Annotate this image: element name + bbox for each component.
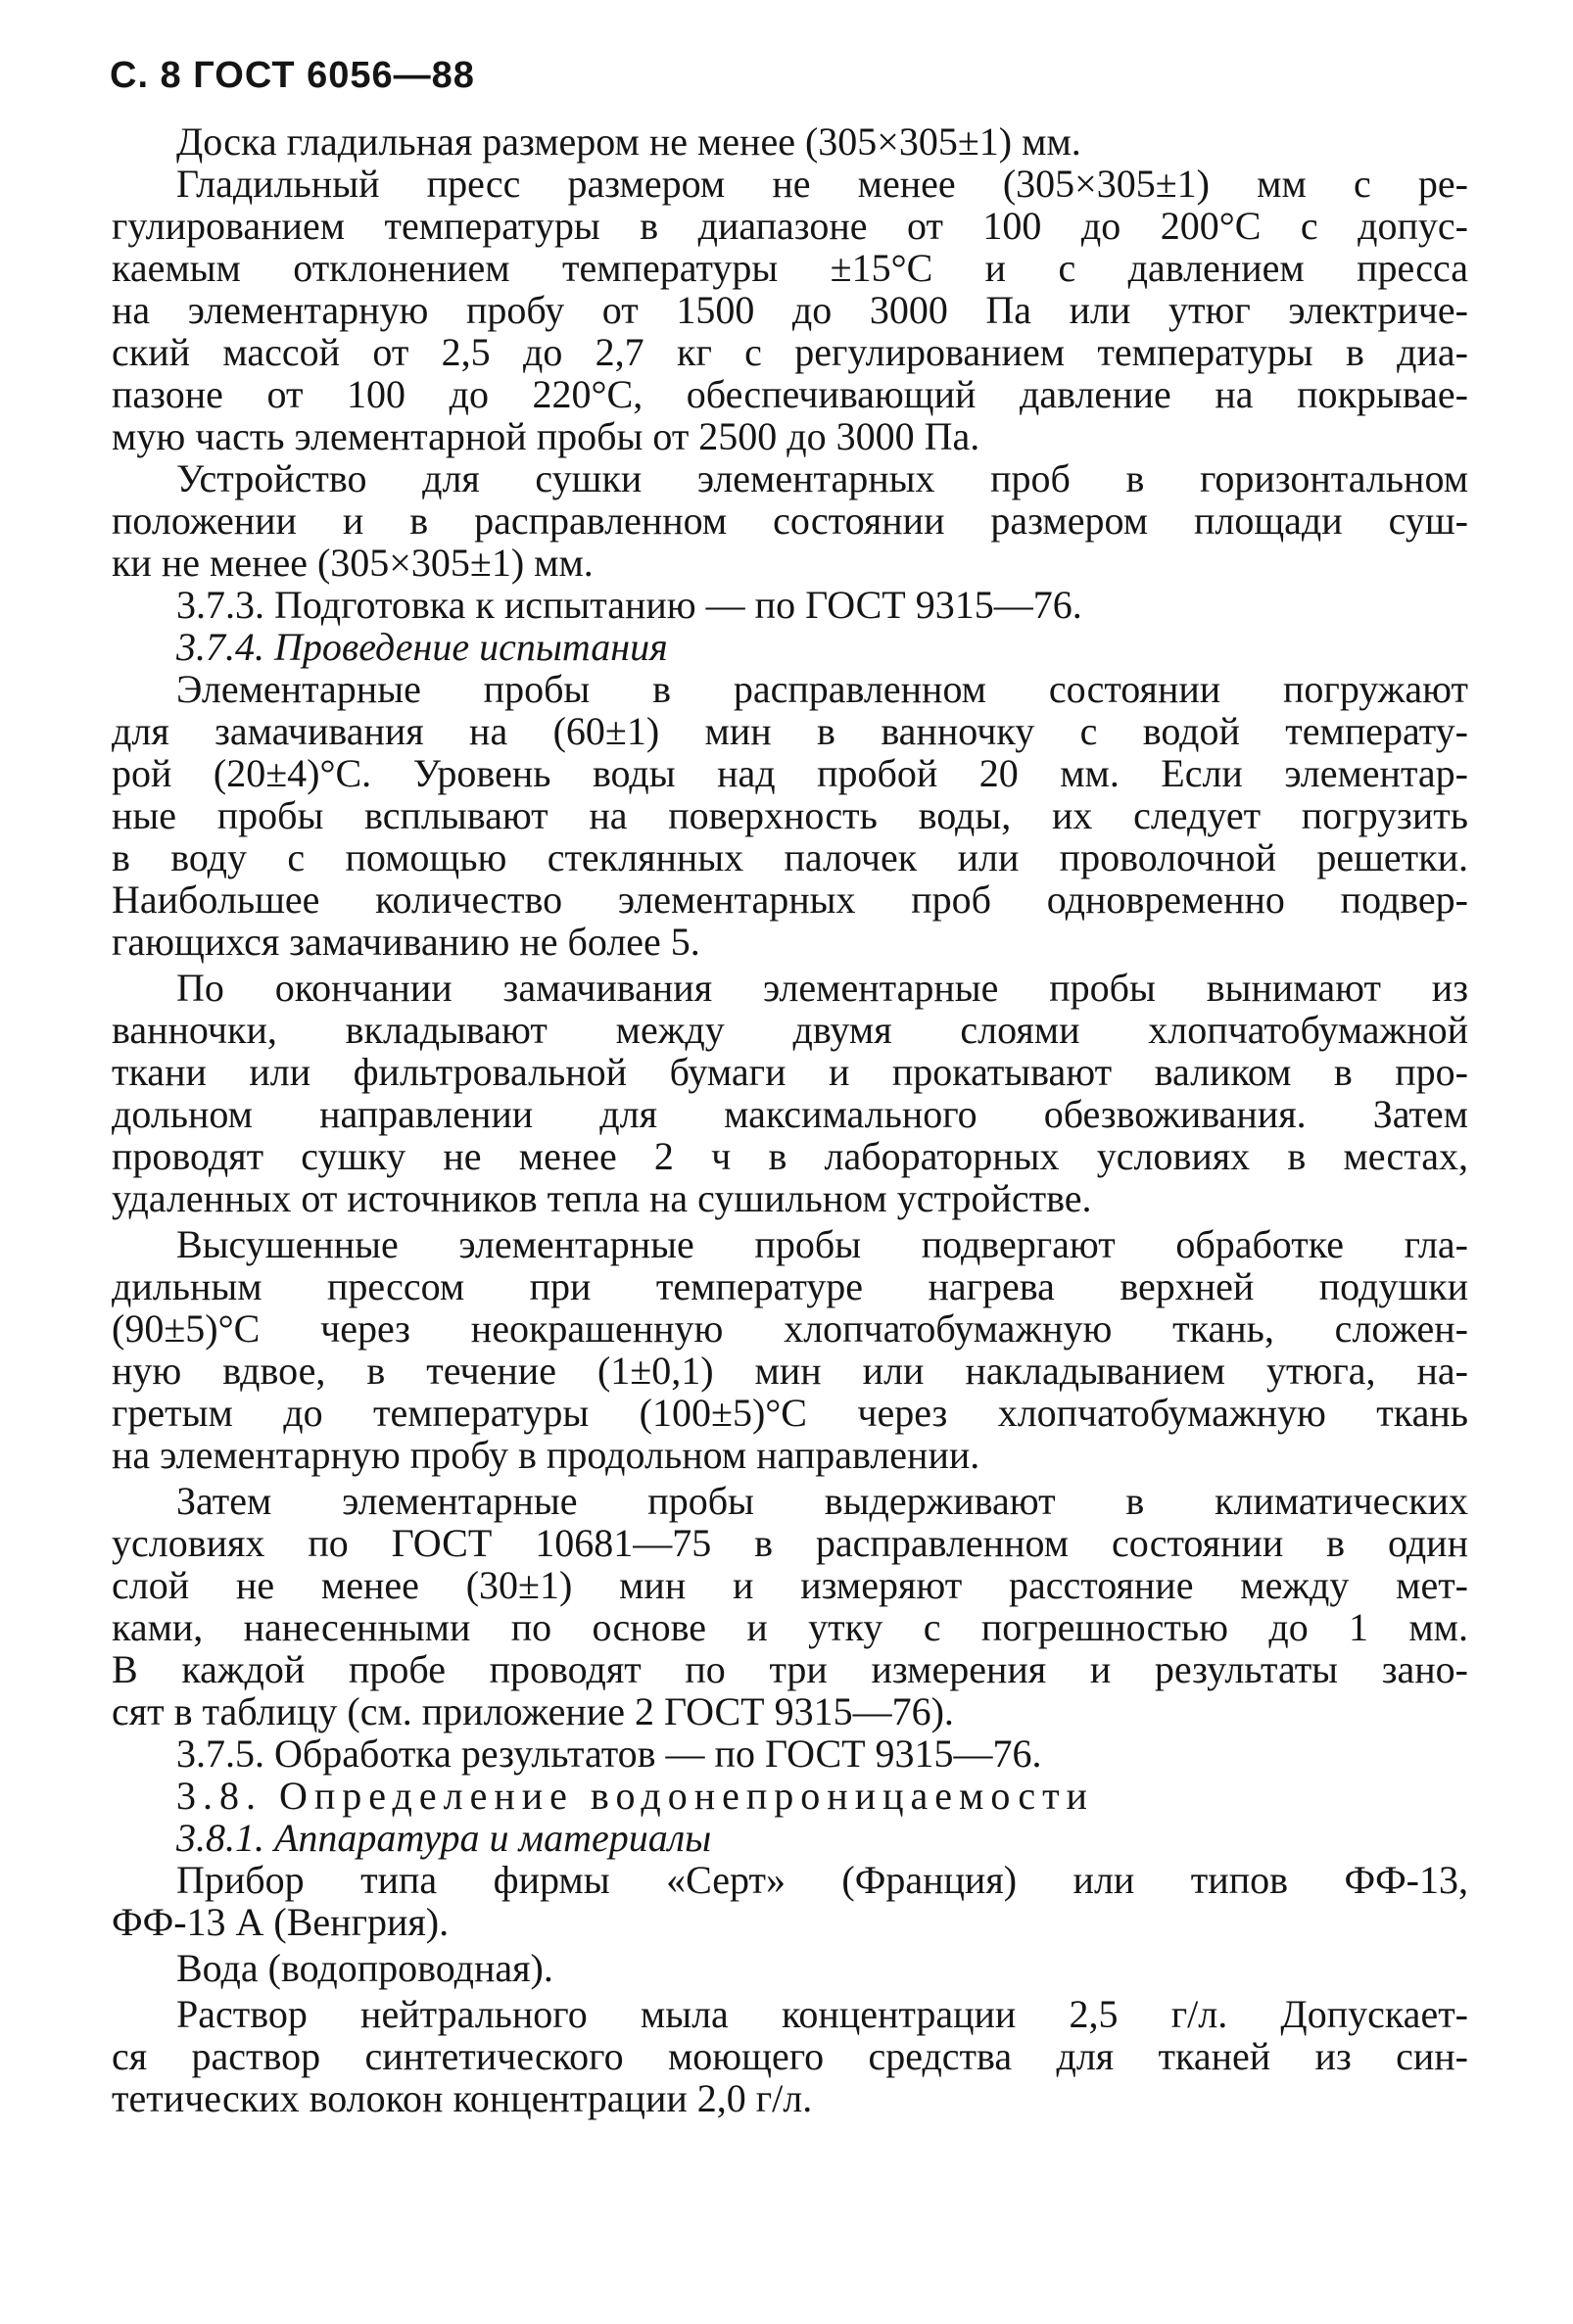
text-line: 3.7.5. Обработка результатов — по ГОСТ 9315—76. (176, 1731, 1042, 1776)
document-body (112, 120, 1468, 2119)
text-line: Высушенные элементарные пробы подвергают обработке гла- (176, 1222, 1468, 1266)
text-line: Доска гладильная размером не менее (305×305±1) мм. (176, 119, 1081, 164)
text-line: 3.8. Определение водонепроницаемости (176, 1774, 1094, 1818)
text-line: ткани или фильтровальной бумаги и прокатывают валиком в про- (112, 1050, 1468, 1094)
text-line: Наибольшее количество элементарных проб одновременно подвер- (112, 877, 1468, 922)
text-line: Элементарные пробы в расправленном состоянии погружают (176, 667, 1468, 711)
text-line: мую часть элементарной пробы от 2500 до 3000 Па. (112, 414, 980, 458)
text-line: ки не менее (305×305±1) мм. (112, 541, 594, 585)
text-line: пазоне от 100 до 220°С, обеспечивающий давление на покрывае- (112, 372, 1468, 416)
text-line: слой не менее (30±1) мин и измеряют расстояние между мет- (112, 1563, 1468, 1607)
text-line: дольном направлении для максимального обезвоживания. Затем (112, 1092, 1468, 1136)
text-line: гулированием температуры в диапазоне от 100 до 200°С с допус- (112, 204, 1468, 248)
text-line: сят в таблицу (см. приложение 2 ГОСТ 9315—76). (112, 1689, 954, 1733)
text-line: ные пробы всплывают на поверхность воды, их следует погрузить (112, 793, 1468, 837)
text-line: ванночки, вкладывают между двумя слоями хлопчатобумажной (112, 1008, 1468, 1052)
text-line: в воду с помощью стеклянных палочек или проволочной решетки. (112, 835, 1468, 879)
text-line: ками, нанесенными по основе и утку с погрешностью до 1 мм. (112, 1605, 1468, 1649)
text-line: Прибор типа фирмы «Серт» (Франция) или типов ФФ-13, (176, 1858, 1468, 1902)
text-line: Раствор нейтрального мыла концентрации 2,5 г/л. Допускает- (176, 1992, 1468, 2036)
text-line: проводят сушку не менее 2 ч в лабораторных условиях в местах, (112, 1134, 1468, 1178)
text-line: По окончании замачивания элементарные пробы вынимают из (176, 966, 1468, 1010)
text-line: на элементарную пробу от 1500 до 3000 Па или утюг электриче- (112, 288, 1468, 332)
text-line: на элементарную пробу в продольном направлении. (112, 1433, 980, 1477)
text-line: положении и в расправленном состоянии размером площади суш- (112, 498, 1468, 543)
text-line: 3.7.4. Проведение испытания (176, 625, 668, 669)
text-line: условиях по ГОСТ 10681—75 в расправленном состоянии в один (112, 1521, 1468, 1565)
text-line: удаленных от источников тепла на сушильном устройстве. (112, 1176, 1092, 1220)
text-line: тетических волокон концентрации 2,0 г/л. (112, 2076, 813, 2120)
text-line: ся раствор синтетического моющего средства для тканей из син- (112, 2034, 1468, 2078)
text-line: ский массой от 2,5 до 2,7 кг с регулированием температуры в диа- (112, 330, 1468, 374)
text-line: 3.7.3. Подготовка к испытанию — по ГОСТ 9315—76. (176, 583, 1082, 627)
text-line: гретым до температуры (100±5)°С через хлопчатобумажную ткань (112, 1391, 1468, 1435)
text-line: 3.8.1. Аппаратура и материалы (176, 1816, 712, 1860)
text-line: Затем элементарные пробы выдерживают в климатических (176, 1479, 1468, 1523)
page-header: С. 8 ГОСТ 6056—88 (110, 55, 475, 96)
text-line: Вода (водопроводная). (176, 1946, 553, 1990)
text-line: для замачивания на (60±1) мин в ванночку с водой температу- (112, 709, 1468, 753)
text-line: Устройство для сушки элементарных проб в горизонтальном (176, 456, 1468, 500)
text-line: дильным прессом при температуре нагрева верхней подушки (112, 1264, 1468, 1308)
text-line: рой (20±4)°С. Уровень воды над пробой 20 мм. Если элементар- (112, 751, 1468, 795)
text-line: ФФ-13 А (Венгрия). (112, 1900, 450, 1944)
text-line: ную вдвое, в течение (1±0,1) мин или накладыванием утюга, на- (112, 1349, 1468, 1393)
text-line: Гладильный пресс размером не менее (305×305±1) мм с ре- (176, 162, 1468, 206)
text-line: каемым отклонением температуры ±15°С и с давлением пресса (112, 246, 1468, 290)
text-line: В каждой пробе проводят по три измерения и результаты зано- (112, 1647, 1468, 1691)
text-line: гающихся замачиванию не более 5. (112, 920, 700, 964)
text-line: (90±5)°С через неокрашенную хлопчатобумажную ткань, сложен- (112, 1306, 1468, 1351)
